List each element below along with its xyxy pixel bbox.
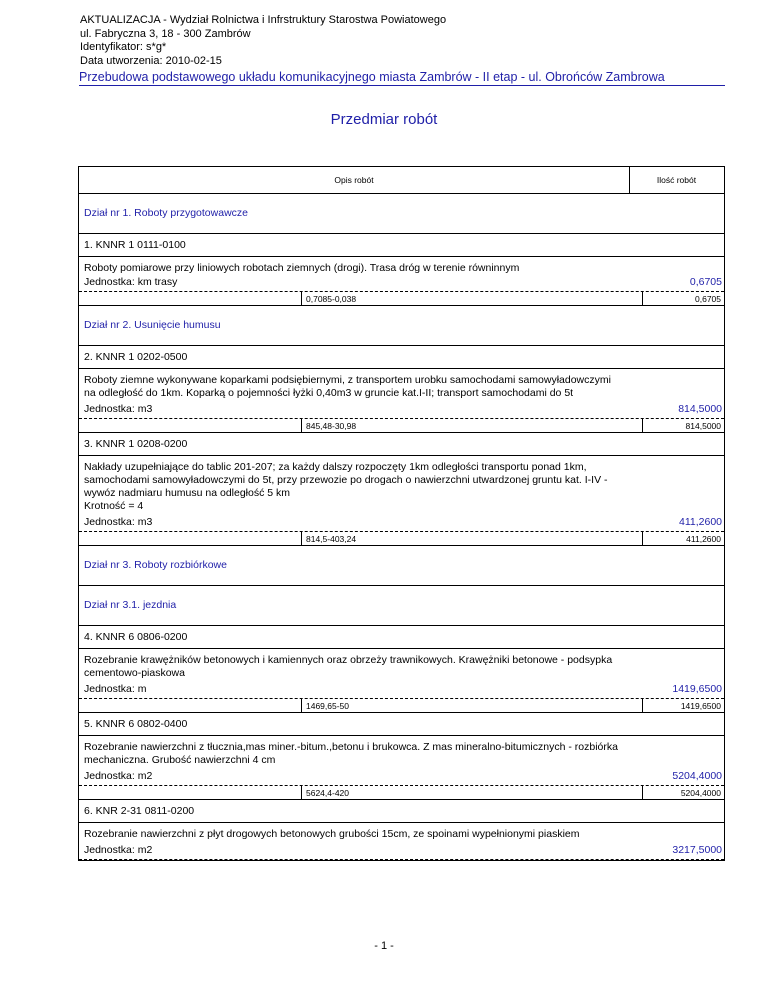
item-description: Rozebranie nawierzchni z tłucznia,mas miner.-bitum.,betonu i brukowca. Z mas mineralno-bitumicznych - rozbiórka mechaniczna. Grubość nawierzchni 4 cm bbox=[84, 741, 618, 766]
subsection-title: Dział nr 3.1. jezdnia bbox=[84, 599, 177, 611]
item-code: 6. KNR 2-31 0811-0200 bbox=[84, 805, 195, 817]
item-calculation bbox=[79, 532, 724, 546]
item-quantity: 0,6705 bbox=[689, 276, 722, 288]
table-row bbox=[79, 346, 724, 433]
item-header bbox=[79, 234, 724, 257]
section-title: Dział nr 3. Roboty rozbiórkowe bbox=[84, 559, 227, 571]
item-code: 3. KNNR 1 0208-0200 bbox=[84, 438, 188, 450]
subsection-row bbox=[79, 586, 724, 626]
item-description-text: Nakłady uzupełniające do tablic 201-207; za każdy dalszy rozpoczęty 1km odległości transportu ponad 1km, samochodami samowyładowczymi do 5t, przy przewozie po drogach o nawierzchni utwardzonej gruntu kat. I-IV - wywóz nadmiaru humusu na odległość 5 km bbox=[84, 461, 608, 499]
item-unit: Jednostka: m bbox=[84, 683, 147, 695]
item-description: Roboty pomiarowe przy liniowych robotach ziemnych (drogi). Trasa dróg w terenie równinnym bbox=[84, 262, 520, 274]
column-header-description: Opis robót bbox=[79, 167, 630, 193]
item-formula: 0,7085-0,038 bbox=[306, 294, 357, 304]
item-unit-line bbox=[79, 682, 724, 699]
section-title: Dział nr 2. Usunięcie humusu bbox=[84, 319, 221, 331]
project-title: Przebudowa podstawowego układu komunikacyjnego miasta Zambrów - II etap - ul. Obrońców Zambrowa bbox=[79, 70, 725, 86]
item-description: Rozebranie nawierzchni z płyt drogowych betonowych grubości 15cm, ze spoinami wypełnionymi piaskiem bbox=[84, 828, 580, 840]
table-header bbox=[79, 167, 724, 194]
item-quantity: 814,5000 bbox=[678, 403, 722, 415]
item-header bbox=[79, 713, 724, 736]
item-quantity: 5204,4000 bbox=[672, 770, 722, 782]
item-description: Rozebranie krawężników betonowych i kamiennych oraz obrzeży trawnikowych. Krawężniki betonowe - podsypka cementowo-piaskowa bbox=[84, 654, 613, 679]
table-row bbox=[79, 234, 724, 306]
header-line-2: ul. Fabryczna 3, 18 - 300 Zambrów bbox=[80, 27, 251, 40]
item-value: 0,6705 bbox=[695, 294, 721, 304]
header-line-1: AKTUALIZACJA - Wydział Rolnictwa i Infrstruktury Starostwa Powiatowego bbox=[80, 14, 447, 26]
table-row bbox=[79, 800, 724, 860]
item-calculation bbox=[79, 292, 724, 306]
item-code: 2. KNNR 1 0202-0500 bbox=[84, 351, 188, 363]
item-unit: Jednostka: m3 bbox=[84, 403, 153, 415]
column-header-quantity: Ilość robót bbox=[656, 175, 697, 185]
item-unit-line bbox=[79, 275, 724, 292]
item-code: 1. KNNR 1 0111-0100 bbox=[84, 239, 186, 251]
item-quantity: 3217,5000 bbox=[672, 844, 722, 856]
item-header bbox=[79, 800, 724, 823]
item-unit: Jednostka: km trasy bbox=[84, 276, 178, 288]
item-calculation bbox=[79, 786, 724, 800]
item-unit-line bbox=[79, 515, 724, 532]
item-code: 5. KNNR 6 0802-0400 bbox=[84, 718, 188, 730]
item-unit: Jednostka: m2 bbox=[84, 770, 153, 782]
item-unit-line bbox=[79, 843, 724, 860]
header-line-4: Data utworzenia: 2010-02-15 bbox=[80, 54, 222, 67]
document-header bbox=[80, 14, 446, 68]
table-row bbox=[79, 713, 724, 800]
item-description bbox=[79, 456, 724, 515]
item-code: 4. KNNR 6 0806-0200 bbox=[84, 631, 188, 643]
item-quantity: 411,2600 bbox=[678, 516, 722, 528]
table-row bbox=[79, 626, 724, 713]
page-number: - 1 - bbox=[374, 940, 394, 952]
works-table bbox=[78, 166, 725, 861]
item-header bbox=[79, 626, 724, 649]
section-title: Dział nr 1. Roboty przygotowawcze bbox=[84, 207, 248, 219]
item-formula: 5624,4-420 bbox=[306, 788, 350, 798]
item-value: 411,2600 bbox=[686, 534, 721, 544]
item-header bbox=[79, 346, 724, 369]
item-calculation bbox=[79, 699, 724, 713]
item-multiplier: Krotność = 4 bbox=[84, 500, 144, 512]
item-value: 814,5000 bbox=[685, 421, 721, 431]
section-row bbox=[79, 546, 724, 586]
item-unit-line bbox=[79, 769, 724, 786]
item-calculation bbox=[79, 419, 724, 433]
item-unit: Jednostka: m3 bbox=[84, 516, 153, 528]
header-line-3: Identyfikator: s*g* bbox=[80, 41, 167, 53]
item-formula: 845,48-30,98 bbox=[306, 421, 357, 431]
item-unit: Jednostka: m2 bbox=[84, 844, 153, 856]
section-row bbox=[79, 306, 724, 346]
item-unit-line bbox=[79, 402, 724, 419]
item-value: 5204,4000 bbox=[680, 788, 721, 798]
item-quantity: 1419,6500 bbox=[672, 683, 722, 695]
item-formula: 1469,65-50 bbox=[306, 701, 350, 711]
section-row bbox=[79, 194, 724, 234]
item-formula: 814,5-403,24 bbox=[306, 534, 357, 544]
item-value: 1419,6500 bbox=[680, 701, 721, 711]
item-header bbox=[79, 433, 724, 456]
table-row bbox=[79, 433, 724, 546]
page-title: Przedmiar robót bbox=[330, 111, 438, 128]
item-description: Roboty ziemne wykonywane koparkami podsiębiernymi, z transportem urobku samochodami samowyładowczymi na odległość do 1km. Koparką o pojemności łyżki 0,40m3 w gruncie kat.I-II; transport samochodami do 5t bbox=[84, 374, 611, 399]
